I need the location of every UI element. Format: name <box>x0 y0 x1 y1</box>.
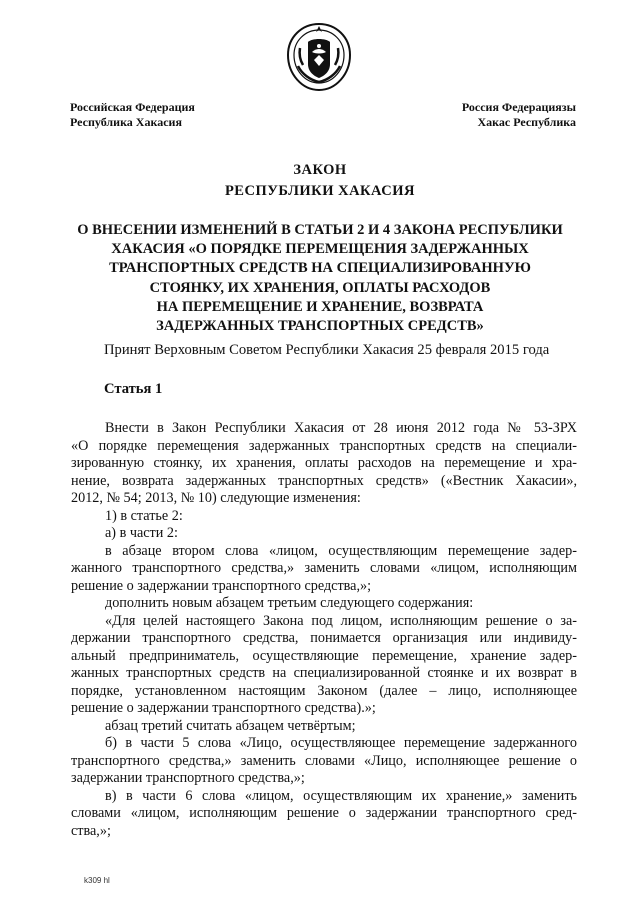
body-line: «Для целей настоящего Закона под лицом, исполняющим решение о за- <box>105 612 577 629</box>
body-line: ства,»; <box>71 822 111 839</box>
article-heading: Статья 1 <box>104 381 163 397</box>
body-line: 1) в статье 2: <box>105 507 183 524</box>
body-line: держании транспортного средства, понимается организация или индивиду- <box>71 630 577 646</box>
header-left-line-1: Российская Федерация <box>70 100 195 114</box>
law-subject-line: НА ПЕРЕМЕЩЕНИЕ И ХРАНЕНИЕ, ВОЗВРАТА <box>156 298 484 315</box>
header-left-line-2: Республика Хакасия <box>70 115 182 129</box>
law-title <box>0 160 640 202</box>
body-line: альный предприниматель, осуществляющие перемещение, хранение задер- <box>71 647 577 664</box>
header-right-line-2: Хакас Республика <box>477 115 576 129</box>
body-line: дополнить новым абзацем третьим следующего содержания: <box>105 595 474 611</box>
body-line: б) в части 5 слова «Лицо, осуществляющее перемещение задержанного <box>105 735 577 751</box>
header-left-russian <box>70 100 260 130</box>
body-line: жанного транспортного средства,» заменить словами «лицом, исполняющим <box>71 560 577 576</box>
body-line: зированную стоянку, их хранения, оплаты расходов на перемещение и хра- <box>71 455 577 471</box>
body-line: «О порядке перемещения задержанных транспортных средств на специали- <box>71 437 577 454</box>
body-line: в) в части 6 слова «лицом, осуществляющим их хранение,» заменить <box>105 787 577 804</box>
body-line: в абзаце втором слова «лицом, осуществляющим перемещение задер- <box>105 542 577 559</box>
body-line: решение о задержании транспортного средства).»; <box>71 700 376 716</box>
body-line: словами «лицом, исполняющим решение о задержании транспортного сред- <box>71 805 577 821</box>
article-body <box>71 420 577 840</box>
body-line: Внести в Закон Республики Хакасия от 28 июня 2012 года № 53-ЗРХ <box>105 420 577 436</box>
law-subject-line: ХАКАСИЯ «О ПОРЯДКЕ ПЕРЕМЕЩЕНИЯ ЗАДЕРЖАННЫХ <box>111 241 529 258</box>
body-line: порядке, установленном настоящим Законом (далее – лицо, исполняющее <box>71 682 577 699</box>
khakassia-coat-of-arms-icon <box>286 22 352 92</box>
document-footer-code: k309 hl <box>84 876 110 885</box>
law-subject-line: СТОЯНКУ, ИХ ХРАНЕНИЯ, ОПЛАТЫ РАСХОДОВ <box>149 279 491 296</box>
header-right-khakas <box>400 100 576 130</box>
body-line: а) в части 2: <box>105 525 178 541</box>
body-line: решение о задержании транспортного средства,»; <box>71 577 372 594</box>
law-subject <box>70 221 570 336</box>
body-line: жанных транспортных средств на специализированной стоянке и их возврат в <box>71 665 577 681</box>
body-line: задержании транспортного средства,»; <box>71 770 305 786</box>
body-line: транспортного средства,» заменить словами «Лицо, исполняющее решение о <box>71 752 577 769</box>
law-title-line-2: РЕСПУБЛИКИ ХАКАСИЯ <box>224 183 416 199</box>
body-line: абзац третий считать абзацем четвёртым; <box>105 717 356 734</box>
law-subject-line: ЗАДЕРЖАННЫХ ТРАНСПОРТНЫХ СРЕДСТВ» <box>156 318 484 335</box>
header-right-line-1: Россия Федерациязы <box>461 100 576 114</box>
law-title-line-1: ЗАКОН <box>293 162 347 178</box>
adoption-statement: Принят Верховным Советом Республики Хакасия 25 февраля 2015 года <box>104 342 550 358</box>
law-subject-line: О ВНЕСЕНИИ ИЗМЕНЕНИЙ В СТАТЬИ 2 И 4 ЗАКОНА РЕСПУБЛИКИ <box>77 222 563 238</box>
law-subject-line: ТРАНСПОРТНЫХ СРЕДСТВ НА СПЕЦИАЛИЗИРОВАННУЮ <box>109 260 531 277</box>
body-line: 2012, № 54; 2013, № 10) следующие изменения: <box>71 490 361 506</box>
body-line: нение, возврата задержанных транспортных средств» («Вестник Хакасии», <box>71 472 577 489</box>
